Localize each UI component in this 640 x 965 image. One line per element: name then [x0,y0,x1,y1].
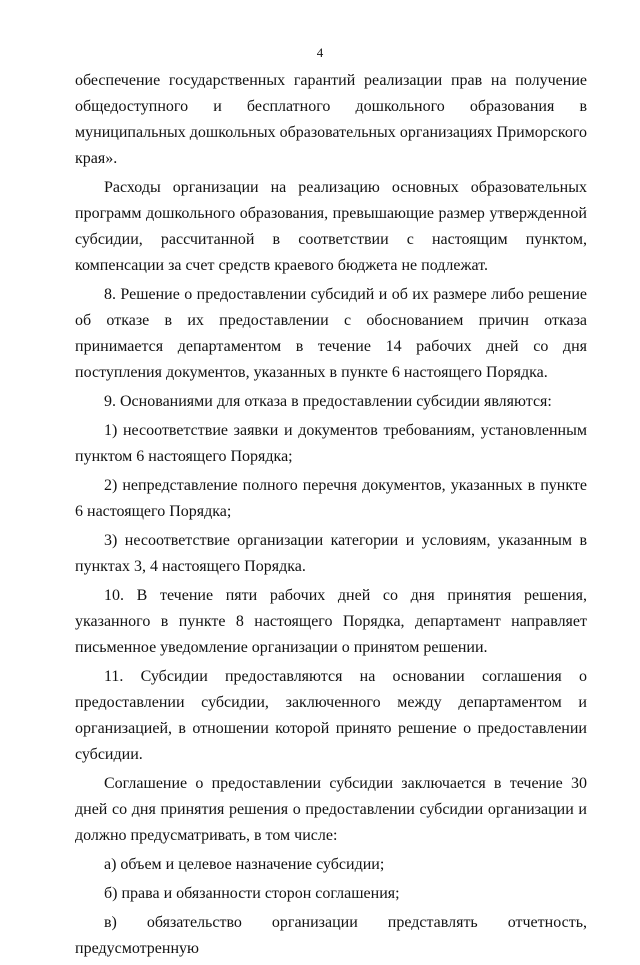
paragraph-continuation: обеспечение государственных гарантий реализации прав на получение общедоступного и бесплатного дошкольного образования в муниципальных дошкольных образовательных организациях Приморского края». [75,72,587,167]
paragraph-subitem-b: б) права и обязанности сторон соглашения; [104,885,400,902]
paragraph-item-10: 10. В течение пяти рабочих дней со дня принятия решения, указанного в пункте 8 настоящего Порядка, департамент направляет письменное уведомление организации о принятом решении. [75,587,587,656]
paragraph-item-11: 11. Субсидии предоставляются на основании соглашения о предоставлении субсидии, заключенного между департаментом и организацией, в отношении которой принято решение о предоставлении субсидии. [75,668,587,763]
paragraph-item-8: 8. Решение о предоставлении субсидий и об их размере либо решение об отказе в их предоставлении с обоснованием причин отказа принимается департаментом в течение 14 рабочих дней со дня поступления документов, указанных в пункте 6 настоящего Порядка. [75,286,587,381]
paragraph-expenses: Расходы организации на реализацию основных образовательных программ дошкольного образования, превышающие размер утвержденной субсидии, рассчитанной в соответствии с настоящим пунктом, компенсации за счет средств краевого бюджета не подлежат. [75,179,587,274]
page-number: 4 [316,45,324,60]
paragraph-item-9: 9. Основаниями для отказа в предоставлении субсидии являются: [104,393,552,410]
paragraph-subitem-v: в) обязательство организации представлять отчетность, предусмотренную [75,914,587,957]
paragraph-subitem-2: 2) непредставление полного перечня документов, указанных в пункте 6 настоящего Порядка; [75,477,587,520]
paragraph-subitem-a: а) объем и целевое назначение субсидии; [104,856,385,873]
paragraph-subitem-1: 1) несоответствие заявки и документов требованиям, установленным пунктом 6 настоящего Порядка; [75,422,587,465]
paragraph-subitem-3: 3) несоответствие организации категории и условиям, указанным в пунктах 3, 4 настоящего Порядка. [75,532,587,575]
paragraph-agreement: Соглашение о предоставлении субсидии заключается в течение 30 дней со дня принятия решения о предоставлении субсидии организации и должно предусматривать, в том числе: [75,775,587,844]
document-body [75,68,587,965]
